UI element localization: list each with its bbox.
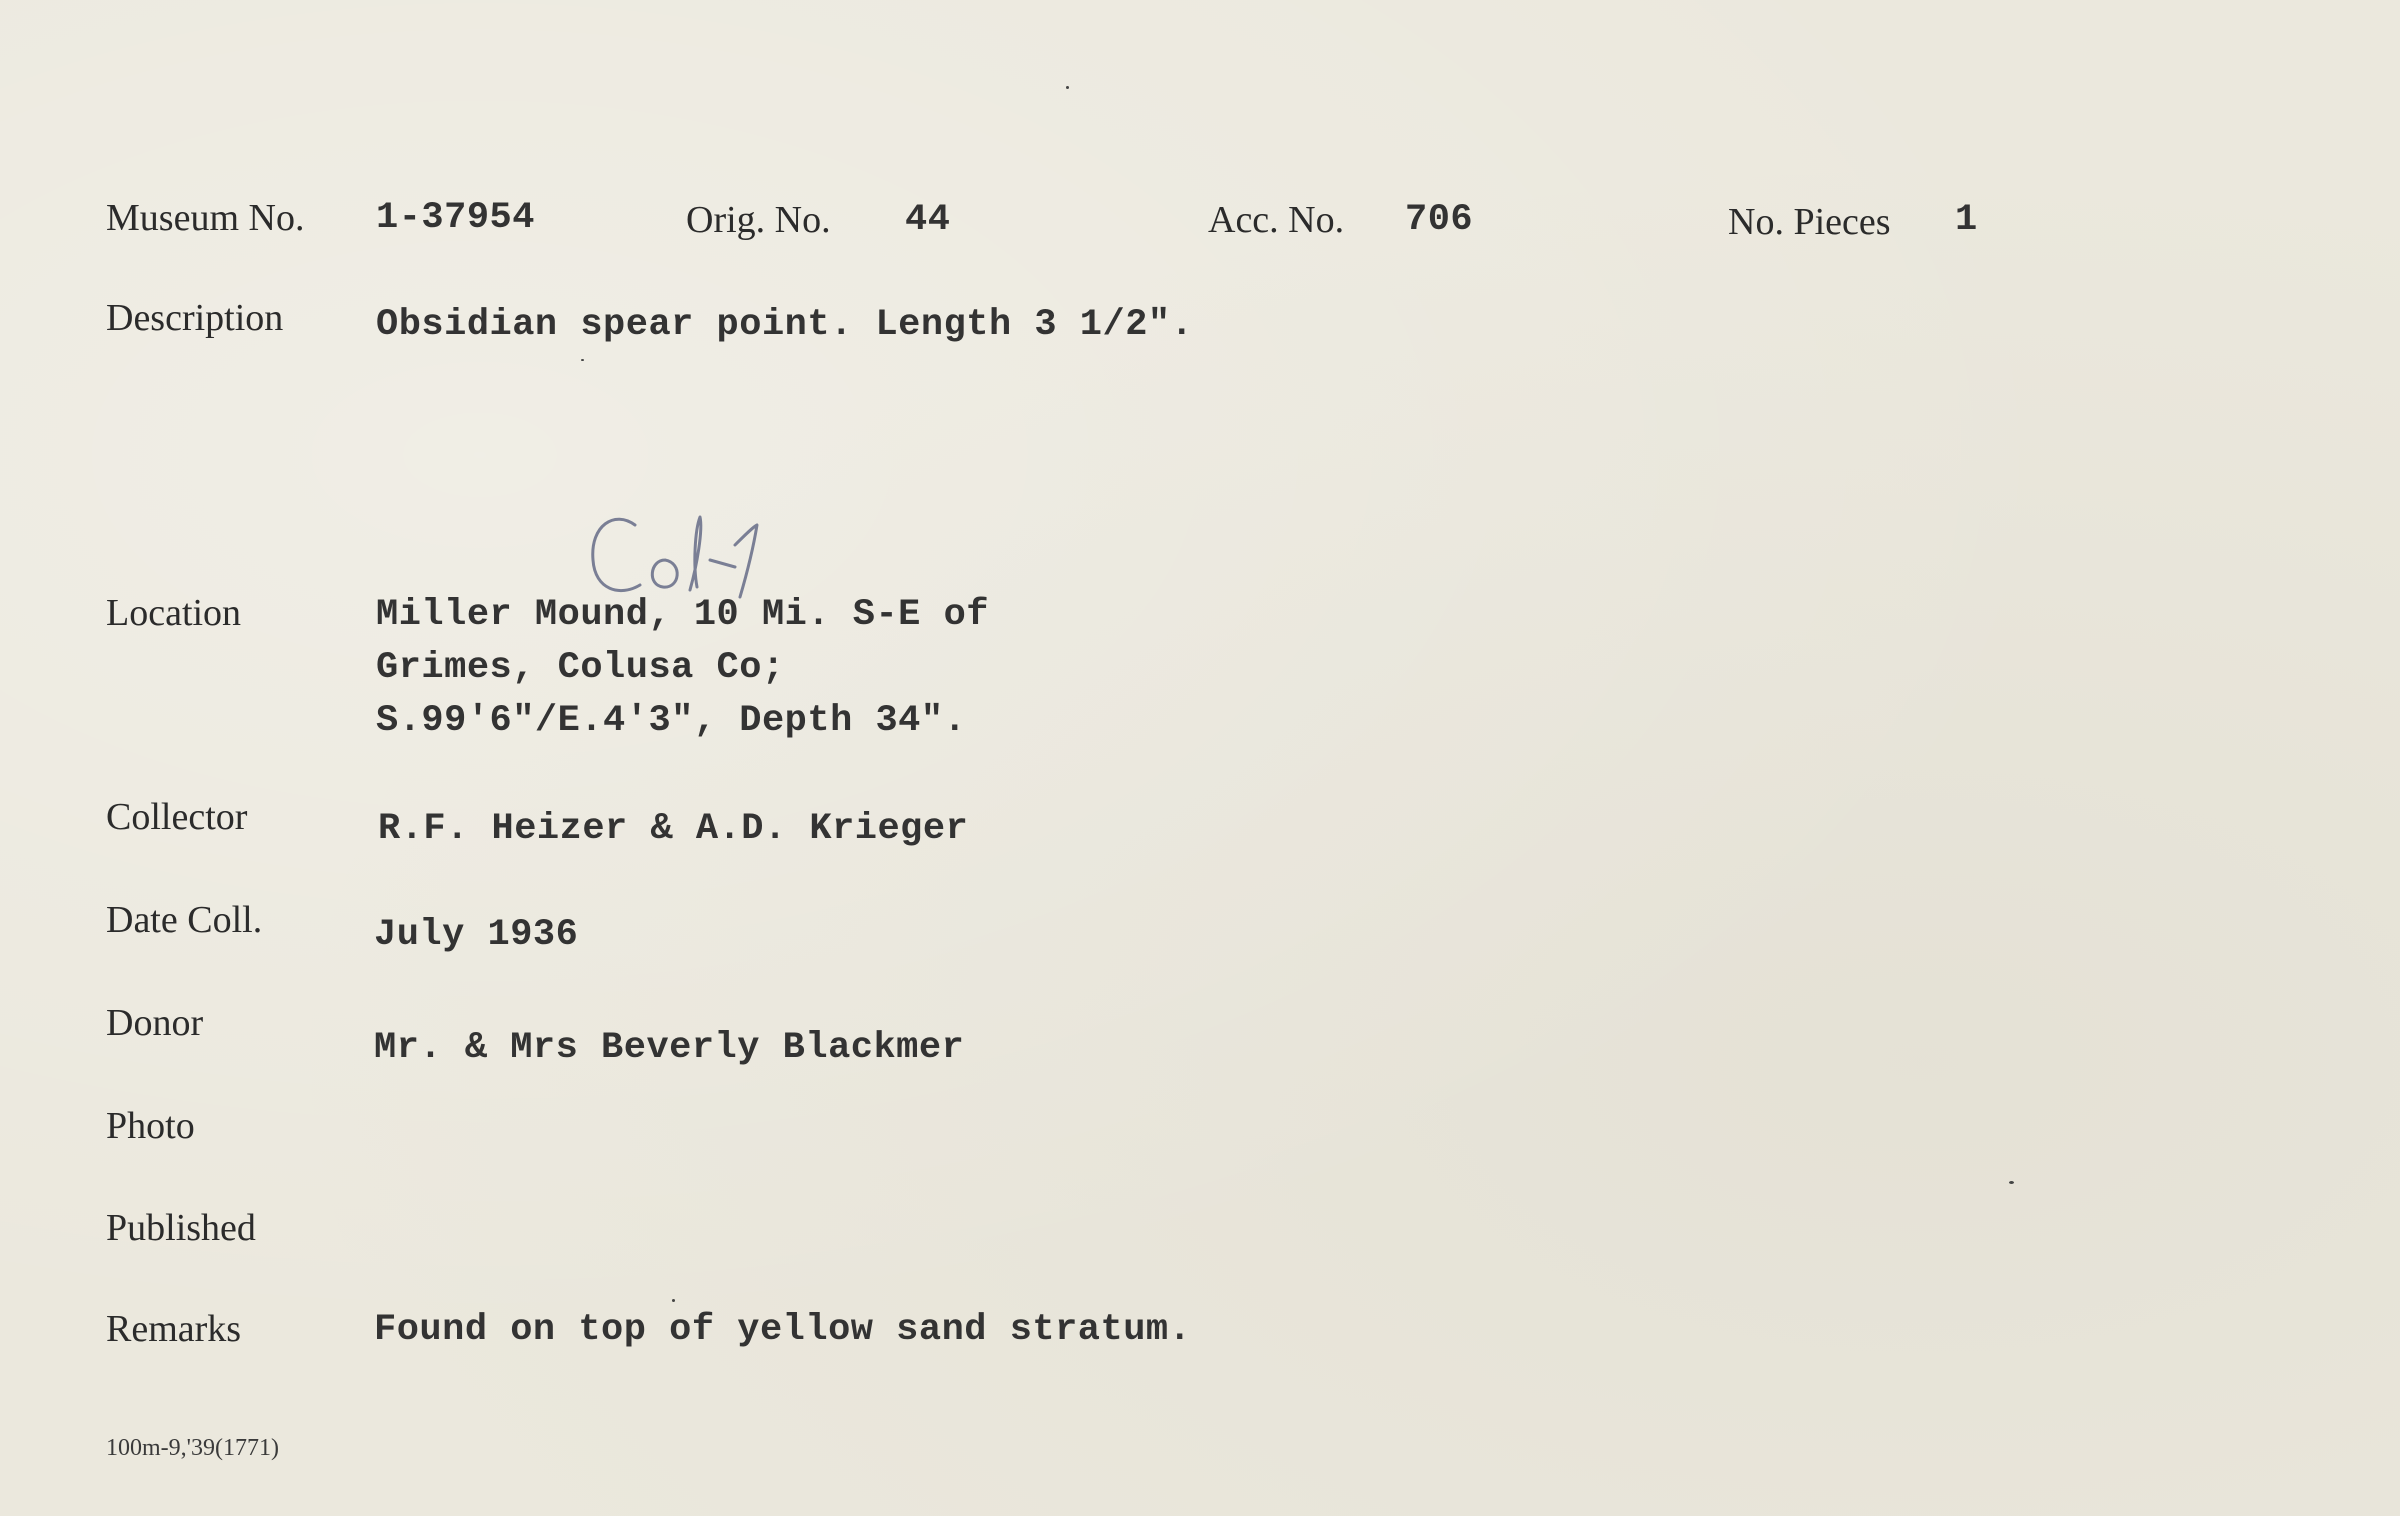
- acc-no-label: Acc. No.: [1208, 199, 1345, 241]
- location-line: S.99'6"/E.4'3", Depth 34".: [376, 700, 967, 742]
- published-label: Published: [106, 1207, 256, 1249]
- museum-no-label: Museum No.: [106, 197, 305, 239]
- location-line: Grimes, Colusa Co;: [376, 647, 785, 689]
- acc-no-value: 706: [1405, 199, 1474, 241]
- location-label: Location: [106, 592, 242, 634]
- description-label: Description: [106, 297, 284, 339]
- paper-speck: [2009, 1181, 2014, 1184]
- location-value: [376, 589, 989, 748]
- donor-value: Mr. & Mrs Beverly Blackmer: [374, 1027, 965, 1069]
- photo-label: Photo: [106, 1105, 195, 1147]
- museum-no-value: 1-37954: [376, 197, 535, 239]
- date-coll-label: Date Coll.: [106, 899, 263, 941]
- collector-label: Collector: [106, 796, 248, 838]
- location-line: Miller Mound, 10 Mi. S-E of: [376, 594, 989, 636]
- paper-speck: [581, 359, 584, 361]
- paper-speck: [672, 1299, 675, 1302]
- remarks-value: Found on top of yellow sand stratum.: [374, 1309, 1192, 1351]
- date-coll-value: July 1936: [374, 914, 579, 956]
- donor-label: Donor: [106, 1002, 204, 1044]
- no-pieces-label: No. Pieces: [1728, 201, 1891, 243]
- orig-no-value: 44: [905, 199, 951, 241]
- collector-value: R.F. Heizer & A.D. Krieger: [378, 808, 969, 850]
- footer-code: 100m-9,'39(1771): [106, 1435, 279, 1461]
- description-value: Obsidian spear point. Length 3 1/2".: [376, 304, 1194, 346]
- orig-no-label: Orig. No.: [686, 199, 831, 241]
- paper-speck: [1066, 86, 1069, 89]
- no-pieces-value: 1: [1955, 199, 1978, 241]
- remarks-label: Remarks: [106, 1308, 242, 1350]
